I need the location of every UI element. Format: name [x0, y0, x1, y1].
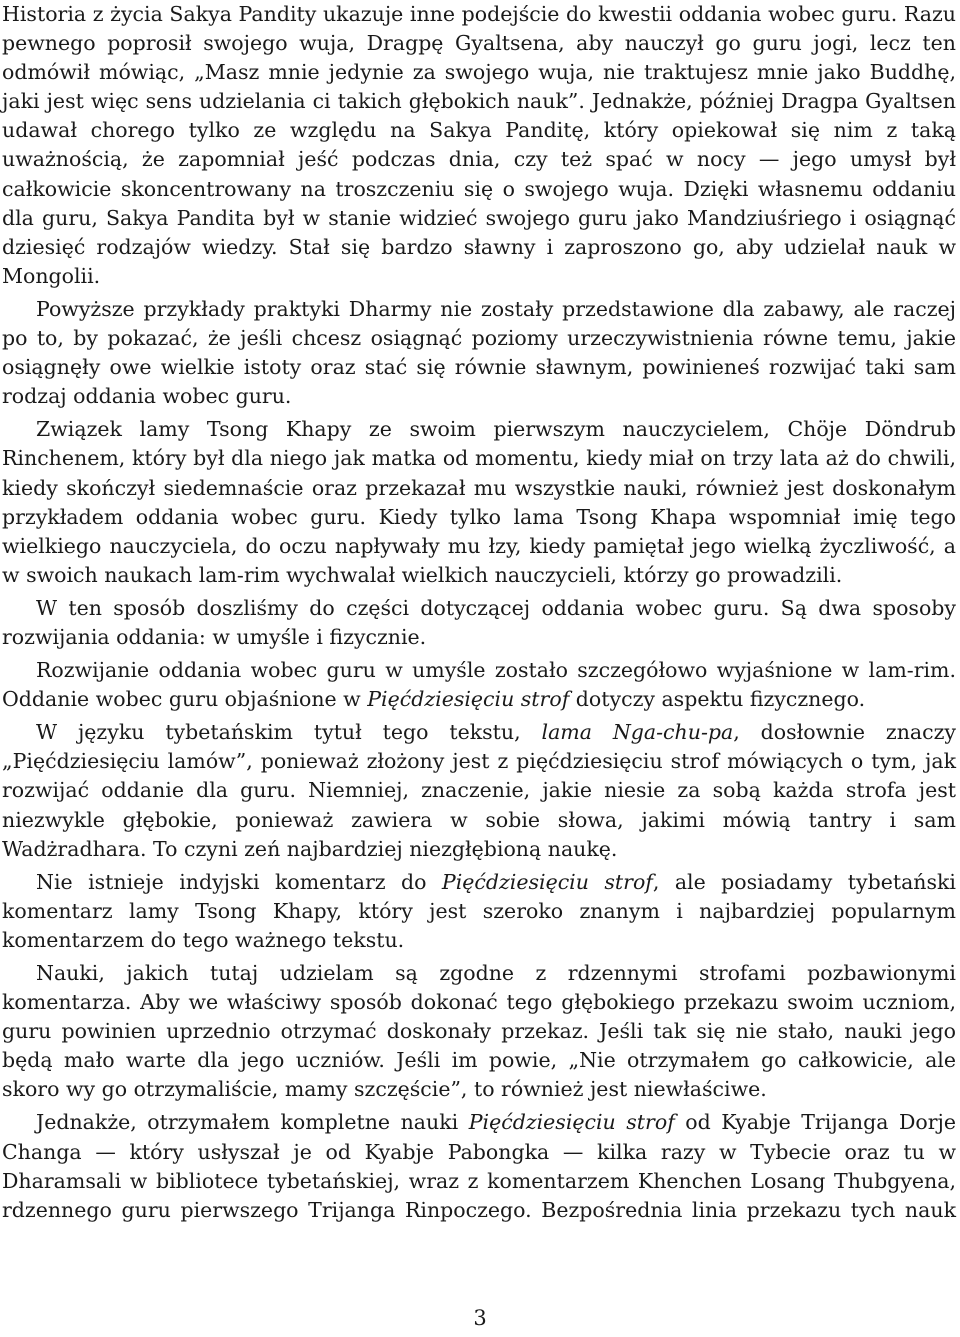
paragraph — [2, 718, 956, 863]
body-text — [2, 0, 956, 1225]
paragraph — [2, 868, 956, 955]
text-run: Nauki, jakich tutaj udzielam są zgodne z rdzennymi strofami pozbawionymi komentarza. Aby we właściwy sposób dokonać tego głębokiego przekazu swoim uczniom, guru powinien uprzednio otrzymać doskonały przekaz. Jeśli tak się nie stało, nauki jego będą mało warte dla jego uczniów. Jeśli im powie, „Nie otrzymałem go całkowicie, ale skoro wy go otrzymaliście, mamy szczęście”, to również jest niewłaściwe. — [2, 961, 956, 1102]
text-run: Jednakże, otrzymałem kompletne nauki — [36, 1110, 469, 1135]
text-run: dotyczy aspektu fizycznego. — [569, 687, 866, 712]
italic-title: Pięćdziesięciu strof — [441, 869, 653, 894]
text-run: Rozwijanie oddania wobec guru w umyśle zostało szczegółowo wyjaśnione w lam-rim. Oddanie wobec guru objaśnione w — [2, 658, 956, 712]
text-run: Powyższe przykłady praktyki Dharmy nie zostały przedstawione dla zabawy, ale raczej po to, by pokazać, że jeśli chcesz osiągnąć poziomy urzeczywistnienia równe temu, jakie osiągnęły owe wielkie istoty oraz stać się równie sławnym, powinieneś rozwijać taki sam rodzaj oddania wobec guru. — [2, 296, 956, 409]
text-run: W ten sposób doszliśmy do części dotyczącej oddania wobec guru. Są dwa sposoby rozwijania oddania: w umyśle i fizycznie. — [2, 595, 956, 649]
text-run: W języku tybetańskim tytuł tego tekstu, — [36, 720, 542, 745]
paragraph — [2, 959, 956, 1104]
text-run: , ale posiadamy tybetański komentarz lamy Tsong Khapy, który jest szeroko znanym i najbardziej popularnym komentarzem do tego ważnego tekstu. — [2, 869, 956, 952]
text-run: , dosłownie znaczy „Pięćdziesięciu lamów”, ponieważ złożony jest z pięćdziesięciu strof mówiących o tym, jak rozwijać oddanie dla guru. Niemniej, znaczenie, jakie niesie za sobą każda strofa jest niezwykle głębokie, ponieważ zawiera w sobie słowa, jakimi mówią tantry i sam Wadżradhara. To czyni zeń najbardziej niezgłębioną naukę. — [2, 720, 956, 861]
paragraph — [2, 1108, 956, 1224]
text-run: Historia z życia Sakya Pandity ukazuje inne podejście do kwestii oddania wobec guru. Razu pewnego poprosił swojego wuja, Dragpę Gyaltsena, aby nauczył go guru jogi, lecz ten odmówił mówiąc, „Masz mnie jedynie za swojego wuja, nie traktujesz mnie jako Buddhę, jaki jest więc sens udzielania ci takich głębokich nauk”. Jednakże, później Dragpa Gyaltsen udawał chorego tylko ze względu na Sakya Panditę, który opiekował się nim z taką uważnością, że zapomniał jeść podczas dnia, czy też spać w nocy — jego umysł był całkowicie skoncentrowany na troszczeniu się o swojego wuja. Dzięki własnemu oddaniu dla guru, Sakya Pandita był w stanie widzieć swojego guru jako Mandziuśriego i osiągnąć dziesięć rodzajów wiedzy. Stał się bardzo sławny i zaproszono go, aby udzielał nauk w Mongolii. — [2, 2, 956, 288]
page-number: 3 — [473, 1306, 487, 1330]
paragraph — [2, 295, 956, 411]
text-run: od Kyabje Trijanga Dorje Changa — który usłyszał je od Kyabje Pabongka — kilka razy w Tybecie oraz tu w Dharamsali w bibliotece tybetańskiej, wraz z komentarzem Khenchen Losang Thubgyena, rdzennego guru pierwszego Trijanga Rinpoczego. Bezpośrednia linia przekazu tych nauk — [2, 1110, 957, 1222]
text-run: Nie istnieje indyjski komentarz do — [36, 869, 442, 894]
italic-title: Pięćdziesięciu strof — [468, 1110, 675, 1135]
paragraph — [2, 594, 956, 652]
text-run: Związek lamy Tsong Khapy ze swoim pierwszym nauczycielem, Chöje Döndrub Rinchenem, który był dla niego jak matka od momentu, kiedy miał on trzy lata aż do chwili, kiedy skończył siedemnaście oraz przekazał mu wszystkie nauki, również jest doskonałym przykładem oddania wobec guru. Kiedy tylko lama Tsong Khapa wspomniał imię tego wielkiego nauczyciela, do oczu napływały mu łzy, kiedy pamiętał jego wielką życzliwość, a w swoich naukach lam-rim wychwalał wielkich nauczycieli, którzy go prowadzili. — [2, 417, 956, 587]
paragraph — [2, 656, 956, 714]
paragraph — [2, 0, 956, 291]
paragraph — [2, 415, 956, 590]
italic-title: lama Nga-chu-pa — [541, 720, 734, 745]
italic-title: Pięćdziesięciu strof — [367, 687, 570, 712]
